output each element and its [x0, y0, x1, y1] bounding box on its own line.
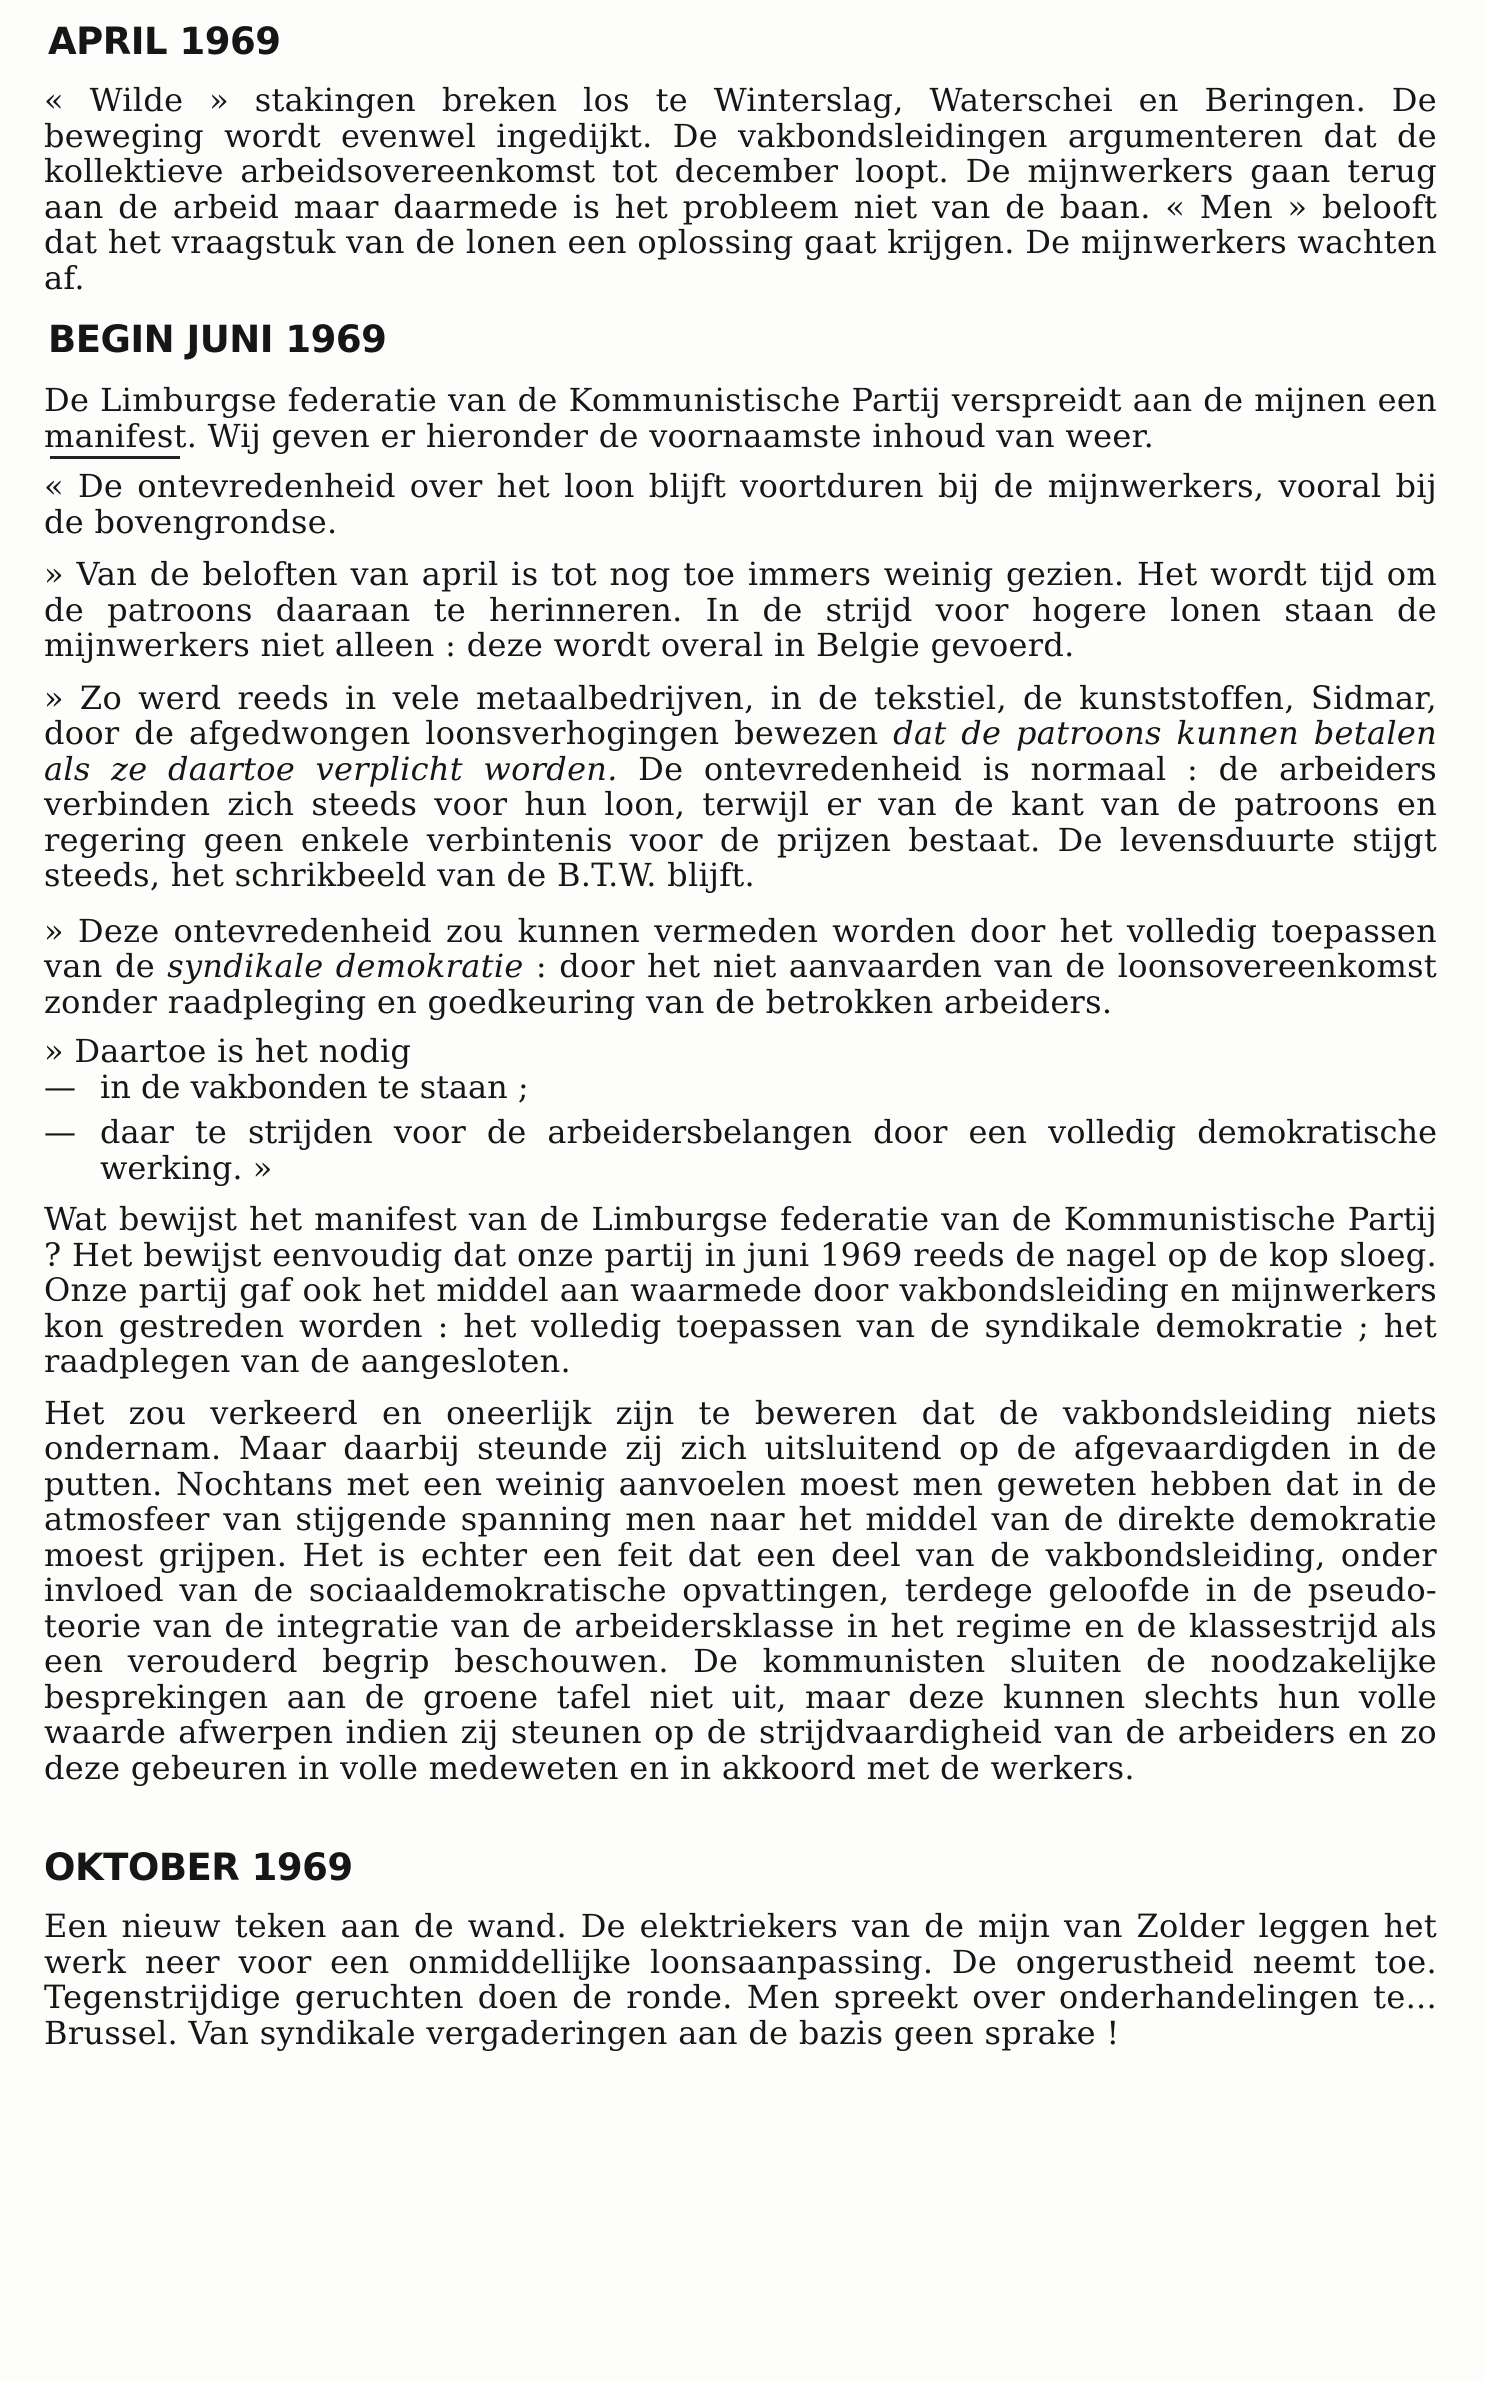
juni-intro-paragraph: De Limburgse federatie van de Kommunistische Partij verspreidt aan de mijnen een manifest. Wij geven er hieronder de voornaamste inhoud van weer. [44, 381, 1437, 455]
manifest-quote-4 [44, 911, 1437, 1021]
manifest-quote-3 [44, 678, 1438, 894]
commentary-paragraph-2: Het zou verkeerd en oneerlijk zijn te beweren dat de vakbondsleiding niets ondernam. Maar daarbij steunde zij zich uitsluitend op de afgevaardigden in de putten. Nochtans met een weinig aanvoelen moest men geweten hebben dat in de atmosfeer van stijgende spanning men naar het middel van de direkte demokratie moest grijpen. Het is echter een feit dat een deel van de vakbondsleiding, onder invloed van de sociaaldemokratische opvattingen, terdege geloofde in de pseudo-teorie van de integratie van de arbeidersklasse in het regime en de klassestrijd als een verouderd begrip beschouwen. De kommunisten sluiten de noodzakelijke besprekingen aan de groene tafel niet uit, maar deze kunnen slechts hun volle waarde afwerpen indien zij steunen op de strijdvaardigheid van de arbeiders en zo deze gebeuren in volle medeweten en in akkoord met de werkers. [44, 1393, 1437, 1787]
manifest-quote-2: » Van de beloften van april is tot nog toe immers weinig gezien. Het wordt tijd om de patroons daaraan te herinneren. In de strijd voor hogere lonen staan de mijnwerkers niet alleen : deze wordt overal in Belgie gevoerd. [44, 555, 1437, 664]
manifest-quote-1: « De ontevredenheid over het loon blijft voortduren bij de mijnwerkers, vooral bij de bovengrondse. [44, 467, 1437, 541]
manifest-quote-5: » Daartoe is het nodig [44, 1032, 412, 1070]
quote-3-text-b: De ontevredenheid is normaal : de arbeiders verbinden zich steeds voor hun loon, terwijl er van de kant van de patroons en regering geen enkele verbintenis voor de prijzen bestaat. De levensduurte stijgt steeds, het schrikbeeld van de B.T.W. blijft. [44, 749, 1437, 894]
heading-oktober-1969: OKTOBER 1969 [44, 1846, 353, 1889]
quote-3-text-a: » Zo werd reeds in vele metaalbedrijven, in de tekstiel, de kunststoffen, Sidmar, door de afgedwongen loonsverhogingen bewezen [44, 678, 1437, 752]
oktober-paragraph: Een nieuw teken aan de wand. De elektriekers van de mijn van Zolder leggen het werk neer voor een onmiddellijke loonsaanpassing. De ongerustheid neemt toe. Tegenstrijdige geruchten doen de ronde. Men spreekt over onderhandelingen te... Brussel. Van syndikale vergaderingen aan de bazis geen sprake ! [44, 1907, 1437, 2052]
dash-item-text: daar te strijden voor de arbeidersbelangen door een volledig demokratische werking. » [100, 1113, 1437, 1187]
heading-begin-juni-1969: BEGIN JUNI 1969 [48, 318, 387, 361]
april-paragraph: « Wilde » stakingen breken los te Winterslag, Waterschei en Beringen. De beweging wordt evenwel ingedijkt. De vakbondsleidingen argumenteren dat de kollektieve arbeidsovereenkomst tot december loopt. De mijnwerkers gaan terug aan de arbeid maar daarmede is het probleem niet van de baan. « Men » belooft dat het vraagstuk van de lonen een oplossing gaat krijgen. De mijnwerkers wachten af. [44, 81, 1437, 297]
quote-3-italic: dat de patroons kunnen betalen als ze daartoe verplicht worden. [44, 714, 1438, 788]
quote-4-italic: syndikale demokratie [167, 947, 524, 985]
dash-mark: — [44, 1067, 76, 1106]
dash-item-1 [44, 1067, 1437, 1106]
quote-4-text-a: » Deze ontevredenheid zou kunnen vermeden worden door het volledig toepassen van de [44, 911, 1437, 985]
quote-4-text-b: : door het niet aanvaarden van de loonsovereenkomst zonder raadpleging en goedkeuring van de betrokken arbeiders. [44, 947, 1437, 1021]
dash-mark: — [44, 1113, 76, 1151]
underline-rule [50, 456, 180, 459]
dash-item-text: in de vakbonden te staan ; [100, 1067, 529, 1106]
dash-item-2 [44, 1115, 1437, 1186]
commentary-paragraph-1: Wat bewijst het manifest van de Limburgse federatie van de Kommunistische Partij ? Het bewijst eenvoudig dat onze partij in juni 1969 reeds de nagel op de kop sloeg. Onze partij gaf ook het middel aan waarmede door vakbondsleiding en mijnwerkers kon gestreden worden : het volledig toepassen van de syndikale demokratie ; het raadplegen van de aangesloten. [44, 1200, 1437, 1380]
heading-april-1969: APRIL 1969 [48, 20, 281, 63]
